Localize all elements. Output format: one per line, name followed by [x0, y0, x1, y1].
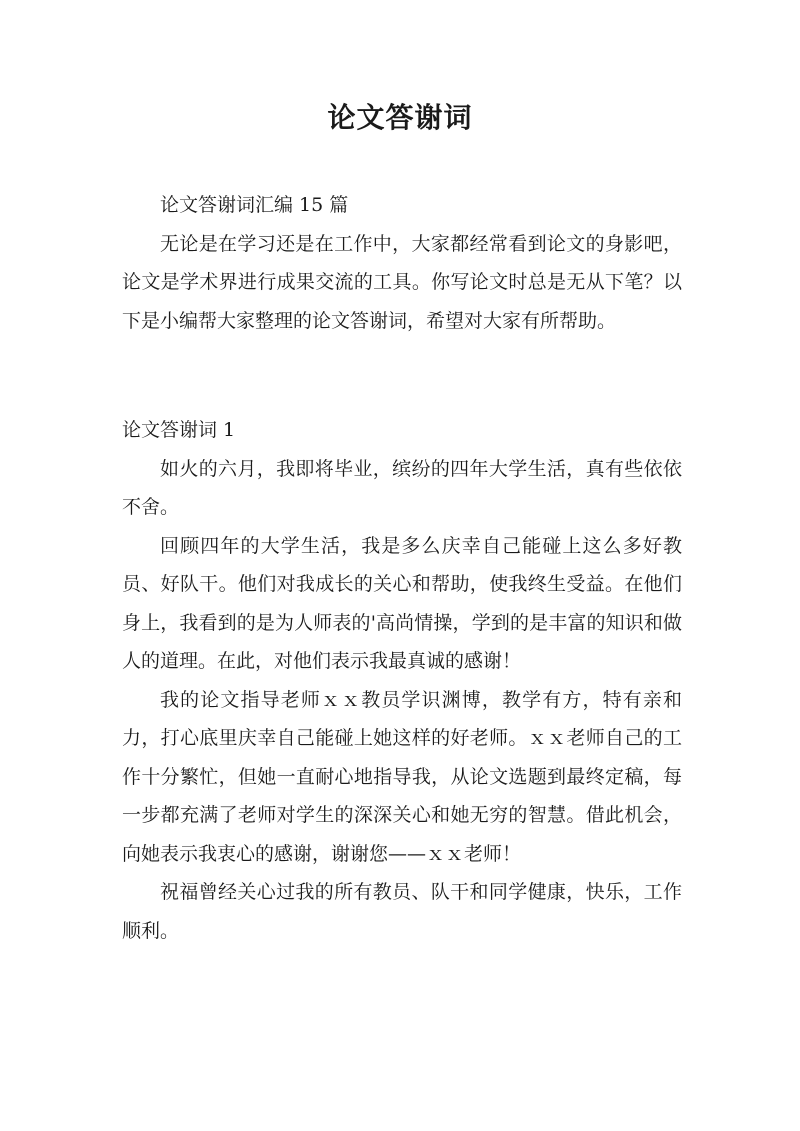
- section-heading: 论文答谢词 1: [122, 419, 236, 441]
- section-paragraph: 我的论文指导老师ｘｘ教员学识渊博，教学有方，特有亲和力，打心底里庆幸自己能碰上她这样的好老师。ｘｘ老师自己的工作十分繁忙，但她一直耐心地指导我，从论文选题到最终定稿，每一步都充满了老师对学生的深深关心和她无穷的智慧。借此机会，向她表示我衷心的感谢，谢谢您——ｘｘ老师！: [122, 688, 682, 865]
- document-subtitle: 论文答谢词汇编 15 篇: [160, 194, 349, 216]
- section-paragraph: 祝福曾经关心过我的所有教员、队干和同学健康，快乐，工作顺利。: [122, 881, 682, 942]
- section-paragraph: 回顾四年的大学生活，我是多么庆幸自己能碰上这么多好教员、好队干。他们对我成长的关心和帮助，使我终生受益。在他们身上，我看到的是为人师表的'高尚情操，学到的是丰富的知识和做人的道理。在此，对他们表示我最真诚的感谢！: [122, 534, 682, 672]
- section-paragraph: 如火的六月，我即将毕业，缤纷的四年大学生活，真有些依依不舍。: [122, 457, 682, 518]
- intro-paragraph: 无论是在学习还是在工作中，大家都经常看到论文的身影吧，论文是学术界进行成果交流的工具。你写论文时总是无从下笔？以下是小编帮大家整理的论文答谢词，希望对大家有所帮助。: [122, 232, 682, 332]
- intro-block: [122, 186, 682, 340]
- document-title: 论文答谢词: [327, 101, 473, 134]
- section-1: [122, 411, 682, 950]
